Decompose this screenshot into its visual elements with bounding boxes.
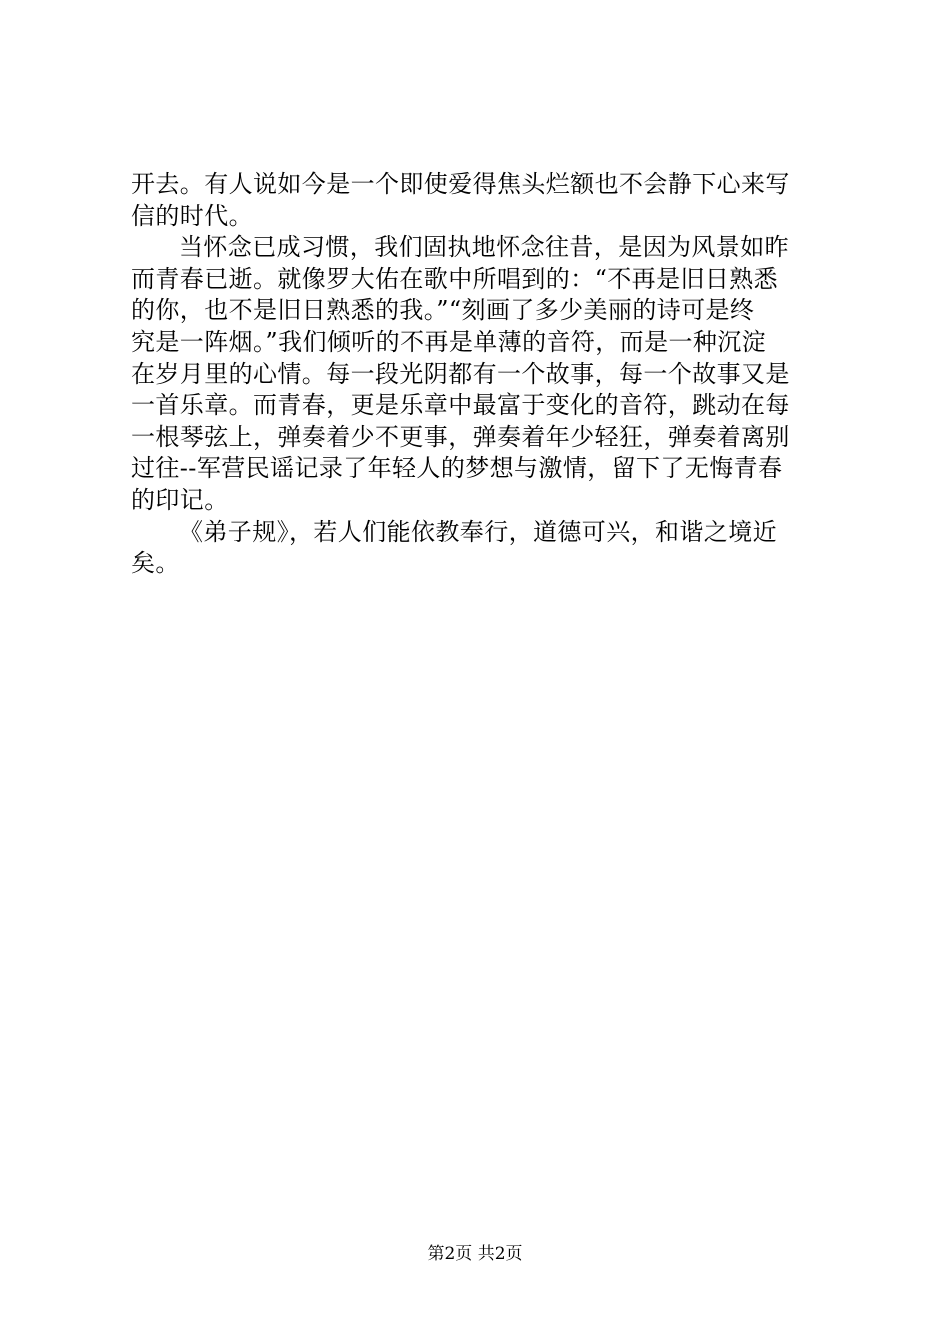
text-line: 的你，也不是旧日熟悉的我。”“刻画了多少美丽的诗可是终 xyxy=(131,296,755,325)
text-line: 一首乐章。而青春，更是乐章中最富于变化的音符，跳动在每 xyxy=(131,391,790,420)
page-footer xyxy=(0,1243,950,1265)
page-number: 第2页 共2页 xyxy=(427,1244,523,1264)
text-line: 《弟子规》，若人们能依教奉行，道德可兴，和谐之境近 xyxy=(179,517,777,546)
text-line: 当怀念已成习惯，我们固执地怀念往昔，是因为风景如昨 xyxy=(179,233,789,262)
text-line: 而青春已逝。就像罗大佑在歌中所唱到的：“不再是旧日熟悉 xyxy=(131,264,779,293)
text-line: 在岁月里的心情。每一段光阴都有一个故事，每一个故事又是 xyxy=(131,359,790,388)
text-line: 究是一阵烟。”我们倾听的不再是单薄的音符，而是一种沉淀 xyxy=(131,327,767,356)
paragraph-3 xyxy=(131,517,831,580)
text-line: 开去。有人说如今是一个即使爱得焦头烂额也不会静下心来写 xyxy=(131,170,790,198)
text-line: 信的时代。 xyxy=(131,201,253,230)
paragraph-2 xyxy=(131,232,831,516)
text-line: 的印记。 xyxy=(131,485,229,514)
text-line: 过往--军营民谣记录了年轻人的梦想与激情，留下了无悔青春 xyxy=(131,454,783,483)
text-line: 一根琴弦上，弹奏着少不更事，弹奏着年少轻狂，弹奏着离别 xyxy=(131,422,790,451)
text-line: 矣。 xyxy=(131,549,180,578)
document-body xyxy=(131,169,831,580)
paragraph-1 xyxy=(131,169,831,232)
